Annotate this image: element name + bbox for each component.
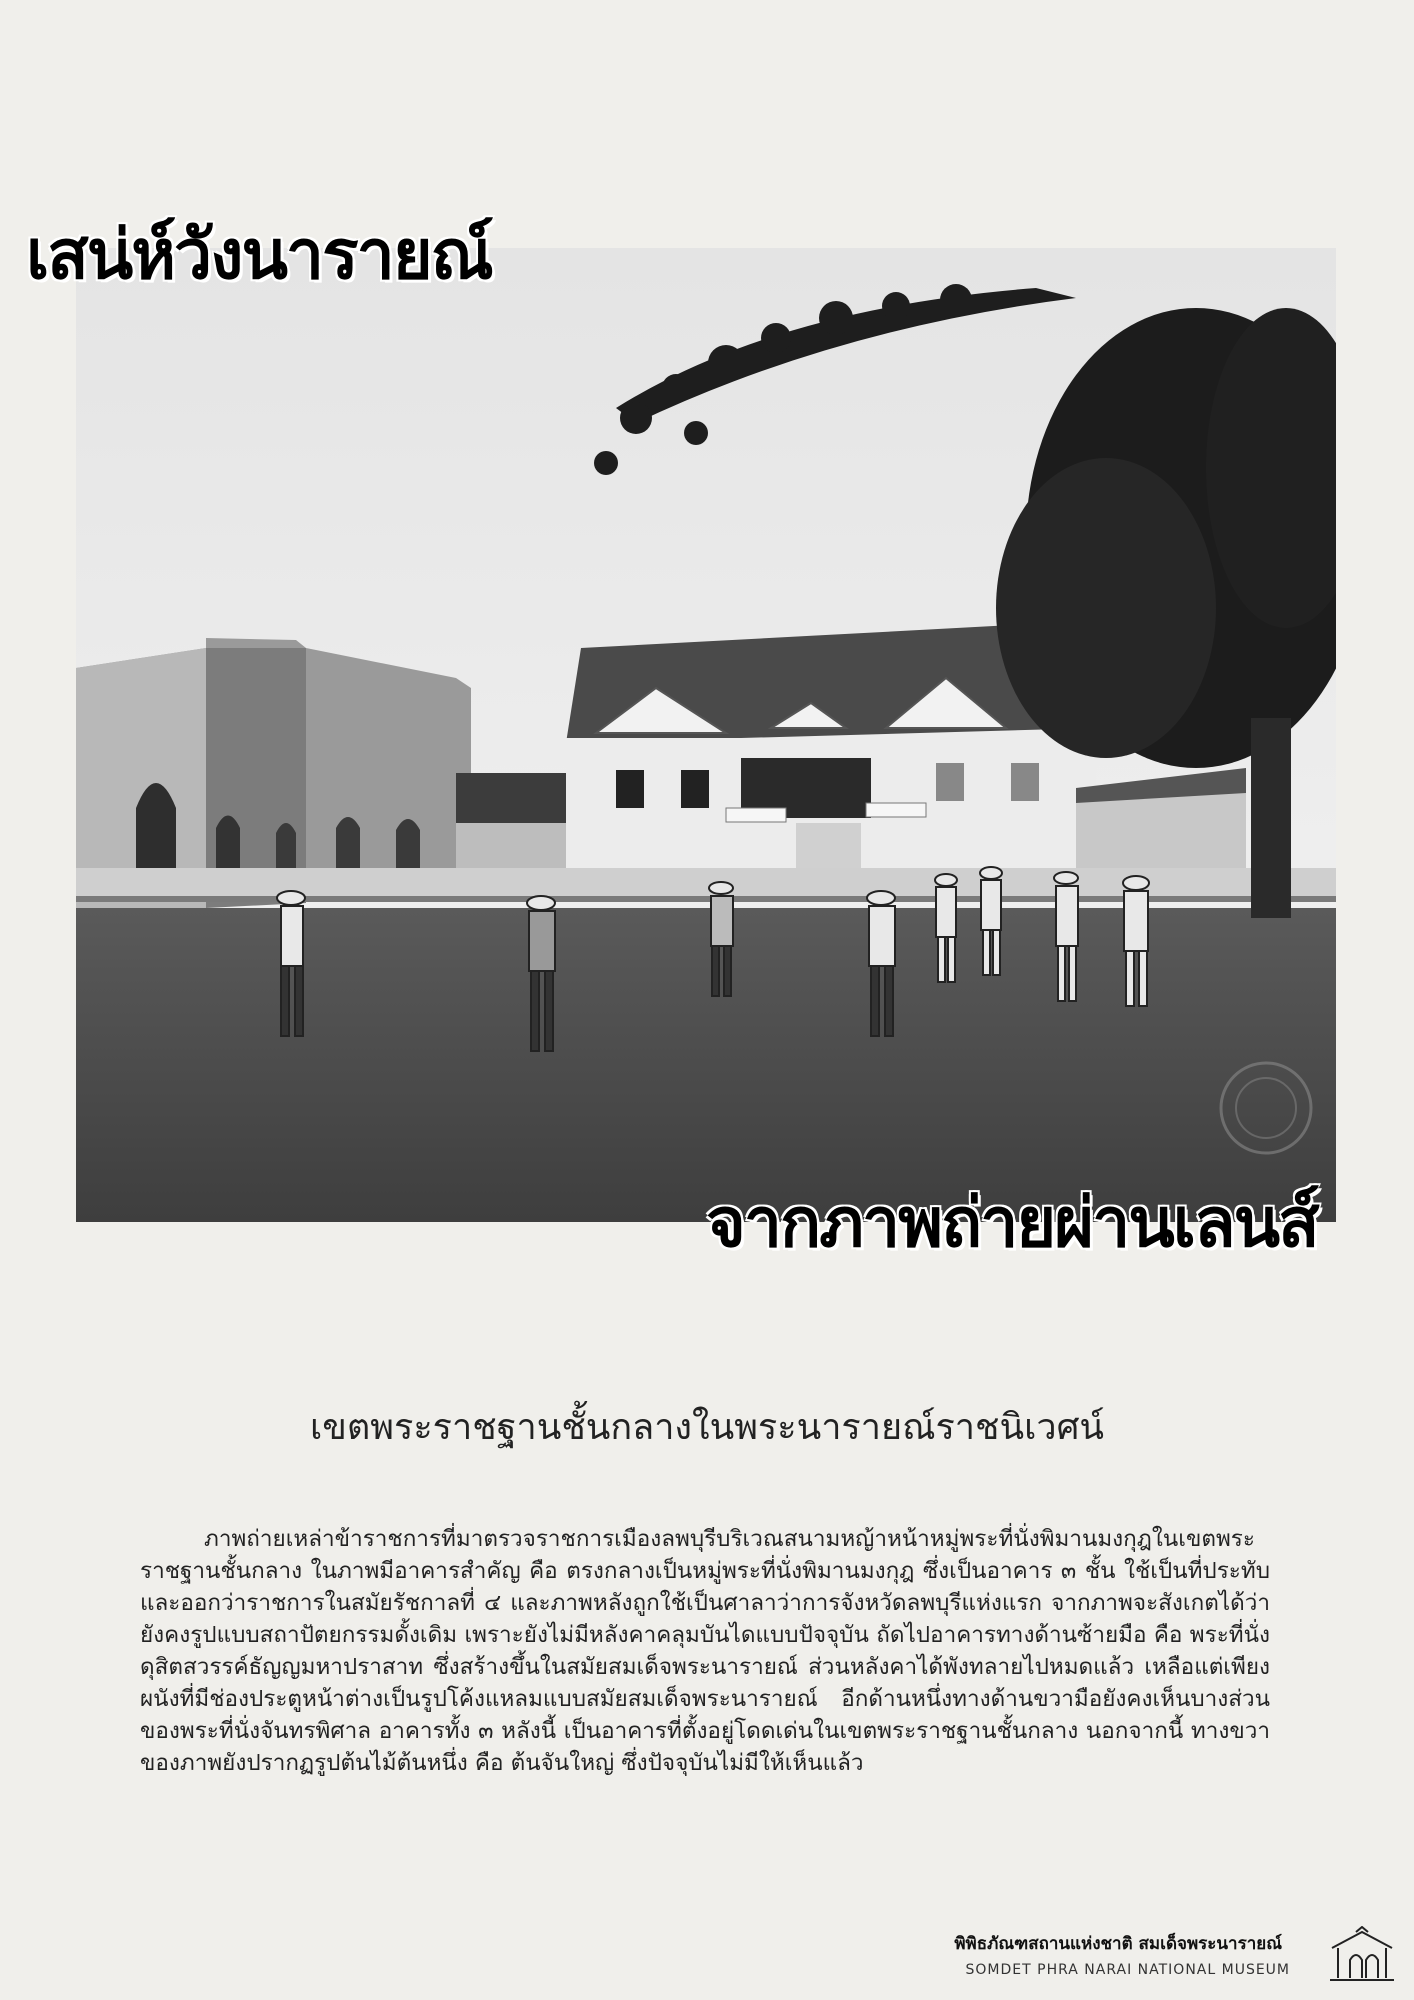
section-heading: เขตพระราชฐานชั้นกลางในพระนารายณ์ราชนิเวศน์ <box>309 1407 1105 1448</box>
museum-logo-icon <box>1328 1926 1396 1984</box>
body-paragraph: ภาพถ่ายเหล่าข้าราชการที่มาตรวจราชการเมืองลพบุรีบริเวณสนามหญ้าหน้าหมู่พระที่นั่งพิมานมงกุฎในเขตพระราชฐานชั้นกลาง ในภาพมีอาคารสำคัญ คือ ตรงกลางเป็นหมู่พระที่นั่งพิมานมงกุฎ ซึ่งเป็นอาคาร ๓ ชั้น ใช้เป็นที่ประทับและออกว่าราชการในสมัยรัชกาลที่ ๔ และภาพหลังถูกใช้เป็นศาลาว่าการจังหวัดลพบุรีแห่งแรก จากภาพจะสังเกตได้ว่ายังคงรูปแบบสถาปัตยกรรมดั้งเดิม เพราะยังไม่มีหลังคาคลุมบันไดแบบปัจจุบัน ถัดไปอาคารทางด้านซ้ายมือ คือ พระที่นั่งดุสิตสวรรค์ธัญญมหาปราสาท ซึ่งสร้างขึ้นในสมัยสมเด็จพระนารายณ์ ส่วนหลังคาได้พังทลายไปหมดแล้ว เหลือแต่เพียงผนังที่มีช่องประตูหน้าต่างเป็นรูปโค้งแหลมแบบสมัยสมเด็จพระนารายณ์ อีกด้านหนึ่งทางด้านขวามือยังคงเห็นบางส่วนของพระที่นั่งจันทรพิศาล อาคารทั้ง ๓ หลังนี้ เป็นอาคารที่ตั้งอยู่โดดเด่นในเขตพระราชฐานชั้นกลาง นอกจากนี้ ทางขวาของภาพยังปรากฏรูปต้นไม้ต้นหนึ่ง คือ ต้นจันใหญ่ ซึ่งปัจจุบันไม่มีให้เห็นแล้ว <box>140 1525 1270 1776</box>
historical-photograph <box>76 248 1336 1222</box>
museum-name-english: SOMDET PHRA NARAI NATIONAL MUSEUM <box>965 1962 1290 1978</box>
museum-name-thai: พิพิธภัณฑสถานแห่งชาติ สมเด็จพระนารายณ์ <box>954 1934 1282 1954</box>
ruin-building <box>76 638 471 908</box>
title-line-1: เสน่ห์วังนารายณ์ <box>26 216 492 295</box>
title-line-2: จากภาพถ่ายผ่านเลนส์ <box>706 1184 1318 1263</box>
